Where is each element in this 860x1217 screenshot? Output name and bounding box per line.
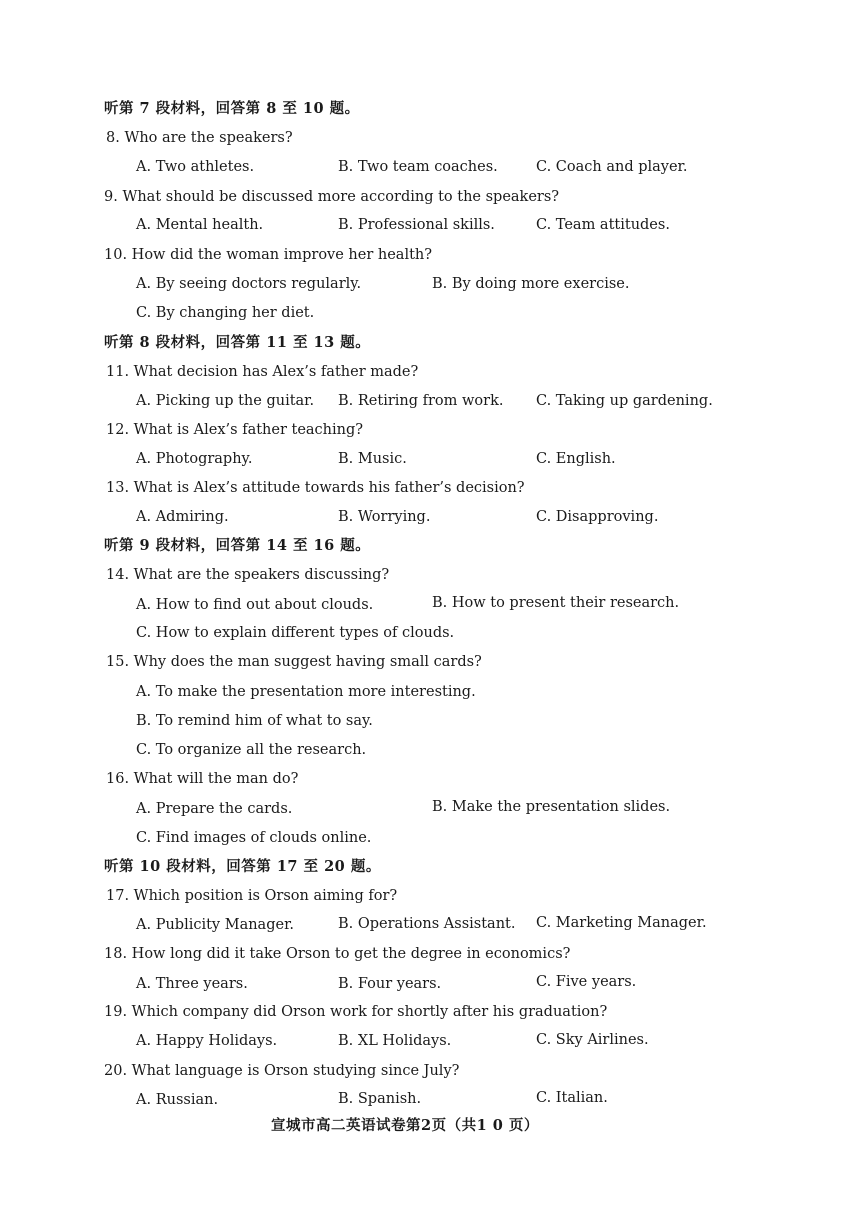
question-13: 13. What is Alex’s attitude towards his father’s decision? [106, 480, 525, 496]
option-19b: B. XL Holidays. [338, 1033, 452, 1049]
option-11b: B. Retiring from work. [338, 393, 504, 409]
option-14b: B. How to present their research. [432, 595, 680, 611]
option-13c: C. Disapproving. [536, 509, 659, 525]
option-8c: C. Coach and player. [536, 159, 688, 175]
option-9c: C. Team attitudes. [536, 217, 670, 233]
option-15a: A. To make the presentation more interesting. [136, 684, 476, 700]
option-8a: A. Two athletes. [136, 159, 255, 175]
question-10: 10. How did the woman improve her health? [104, 247, 433, 263]
option-10b: B. By doing more exercise. [432, 276, 630, 292]
option-8b: B. Two team coaches. [338, 159, 498, 175]
option-19c: C. Sky Airlines. [536, 1032, 649, 1048]
question-20: 20. What language is Orson studying since July? [104, 1063, 460, 1079]
page-footer: 宣城市高二英语试卷第2页（共1 0 页） [271, 1117, 539, 1134]
option-9a: A. Mental health. [136, 217, 264, 233]
option-9b: B. Professional skills. [338, 217, 495, 233]
option-20a: A. Russian. [136, 1092, 219, 1108]
section-header: 听第 10 段材料，回答第 17 至 20 题。 [104, 858, 381, 875]
option-17c: C. Marketing Manager. [536, 915, 707, 931]
option-18a: A. Three years. [136, 976, 248, 992]
option-16c: C. Find images of clouds online. [136, 830, 372, 846]
option-15b: B. To remind him of what to say. [136, 713, 373, 729]
option-11a: A. Picking up the guitar. [136, 393, 315, 409]
question-18: 18. How long did it take Orson to get the degree in economics? [104, 946, 571, 962]
section-header: 听第 8 段材料，回答第 11 至 13 题。 [104, 334, 371, 351]
option-17b: B. Operations Assistant. [338, 916, 516, 932]
question-9: 9. What should be discussed more according to the speakers? [104, 189, 560, 205]
option-13a: A. Admiring. [136, 509, 229, 525]
option-14a: A. How to find out about clouds. [136, 597, 374, 613]
option-13b: B. Worrying. [338, 509, 431, 525]
question-14: 14. What are the speakers discussing? [106, 567, 390, 583]
option-10a: A. By seeing doctors regularly. [136, 276, 362, 292]
option-12a: A. Photography. [136, 451, 253, 467]
question-19: 19. Which company did Orson work for shortly after his graduation? [104, 1004, 608, 1020]
option-12c: C. English. [536, 451, 616, 467]
option-15c: C. To organize all the research. [136, 742, 367, 758]
question-11: 11. What decision has Alex’s father made? [106, 364, 419, 380]
option-11c: C. Taking up gardening. [536, 393, 713, 409]
option-17a: A. Publicity Manager. [136, 917, 295, 933]
question-8: 8. Who are the speakers? [106, 130, 293, 146]
section-header: 听第 7 段材料，回答第 8 至 10 题。 [104, 100, 360, 117]
option-12b: B. Music. [338, 451, 407, 467]
question-15: 15. Why does the man suggest having small cards? [106, 654, 482, 670]
option-10c: C. By changing her diet. [136, 305, 315, 321]
option-19a: A. Happy Holidays. [136, 1033, 278, 1049]
option-20c: C. Italian. [536, 1090, 608, 1106]
option-18b: B. Four years. [338, 976, 442, 992]
option-14c: C. How to explain different types of clouds. [136, 625, 455, 641]
question-12: 12. What is Alex’s father teaching? [106, 422, 364, 438]
option-16b: B. Make the presentation slides. [432, 799, 671, 815]
option-18c: C. Five years. [536, 974, 637, 990]
question-16: 16. What will the man do? [106, 771, 299, 787]
option-16a: A. Prepare the cards. [136, 801, 293, 817]
question-17: 17. Which position is Orson aiming for? [106, 888, 398, 904]
option-20b: B. Spanish. [338, 1091, 422, 1107]
section-header: 听第 9 段材料，回答第 14 至 16 题。 [104, 537, 371, 554]
